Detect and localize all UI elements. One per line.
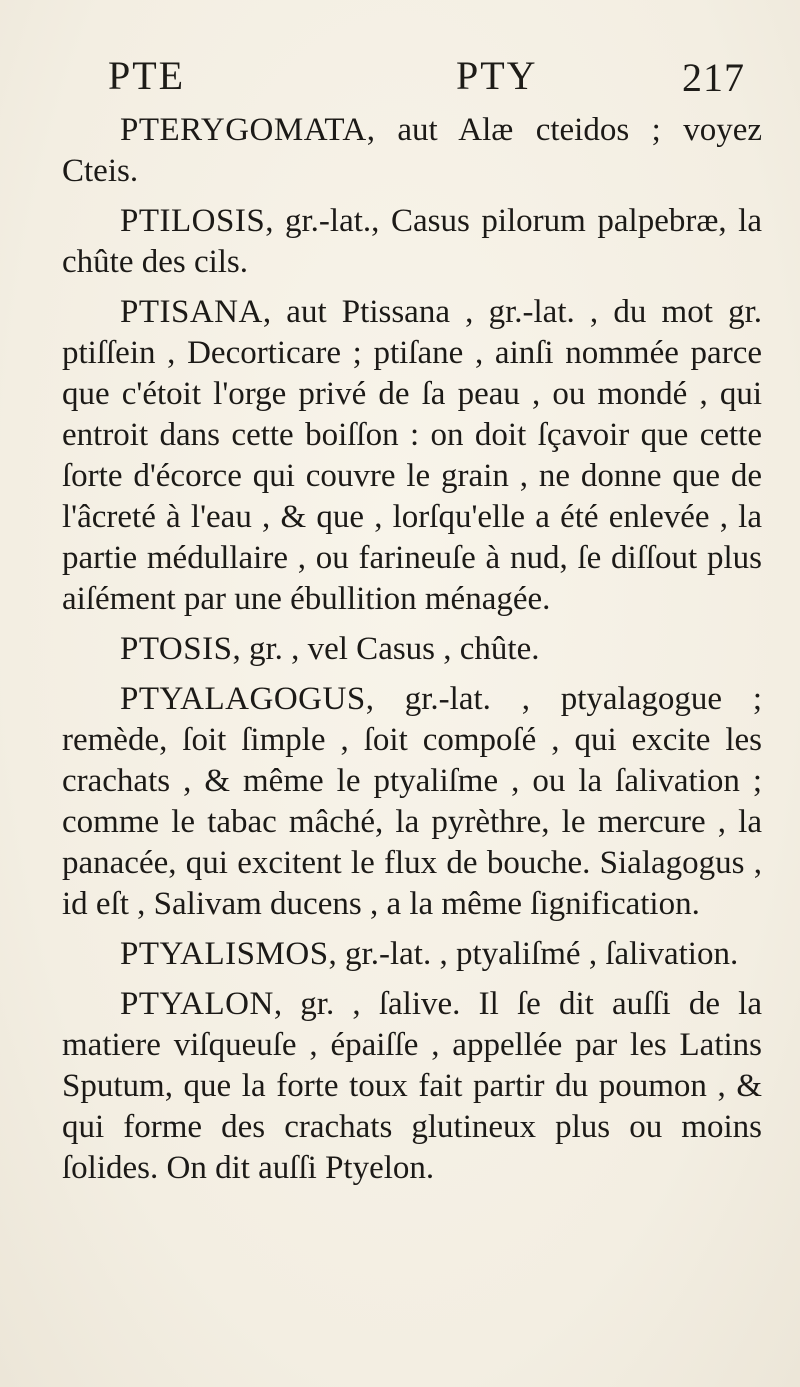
entry-text: , gr. , ſalive. Il ſe dit auſſi de la matiere viſqueuſe , épaiſſe , appellée par les Latins Sputum, que la forte toux fait partir du poumon , & qui forme des crachats glutineux plus ou moins ſolides. On dit auſſi Ptyelon. [62,986,762,1186]
headword: PTYALAGOGUS [120,681,366,717]
entry-text: , aut Ptissana , gr.-lat. , du mot gr. ptiſſein , Decorticare ; ptiſane , ainſi nommée parce que c'étoit l'orge privé de ſa peau , ou mondé , qui entroit dans cette boiſſon : on doit ſçavoir que cette ſorte d'écorce qui couvre le grain , ne donne que de l'âcreté à l'eau , & que , lorſqu'elle a été enlevée , la partie médullaire , ou farineuſe à nud, ſe diſſout plus aiſément par une ébullition ménagée. [62,294,762,617]
headword: PTOSIS [120,631,233,667]
entry-text: , gr.-lat., Casus pilorum palpebræ, la chûte des cils. [62,203,762,280]
headword: PTYALISMOS [120,936,329,972]
running-header [108,52,745,108]
entry-text: , gr. , vel Casus , chûte. [232,631,540,667]
headword: PTYALON [120,986,274,1022]
entry-text: , gr.-lat. , ptyalagogue ; remède, ſoit ſimple , ſoit compoſé , qui excite les crachats , & même le ptyaliſme , ou la ſalivation ; comme le tabac mâché, la pyrèthre, le mercure , la panacée, qui excitent le flux de bouche. Sialagogus , id eſt , Salivam ducens , a la même ſignification. [62,681,762,922]
page-number: 217 [682,55,745,100]
headword: PTISANA [120,294,263,330]
entry-ptyalon [62,984,762,1189]
entry-ptosis [62,629,762,670]
headword: PTERYGOMATA [120,112,367,148]
header-right-guide-word: PTY [456,53,538,98]
entry-text: , aut Alæ cteidos ; voyez Cteis. [62,112,762,189]
entry-pterygomata [62,110,762,192]
entry-ptilosis [62,201,762,283]
entry-ptyalagogus [62,679,762,925]
headword: PTILOSIS [120,203,266,239]
entry-ptisana [62,292,762,620]
entry-text: , gr.-lat. , ptyaliſmé , ſalivation. [328,936,739,972]
dictionary-entries [62,110,762,1198]
header-left-guide-word: PTE [108,53,186,98]
entry-ptyalismos [62,934,762,975]
